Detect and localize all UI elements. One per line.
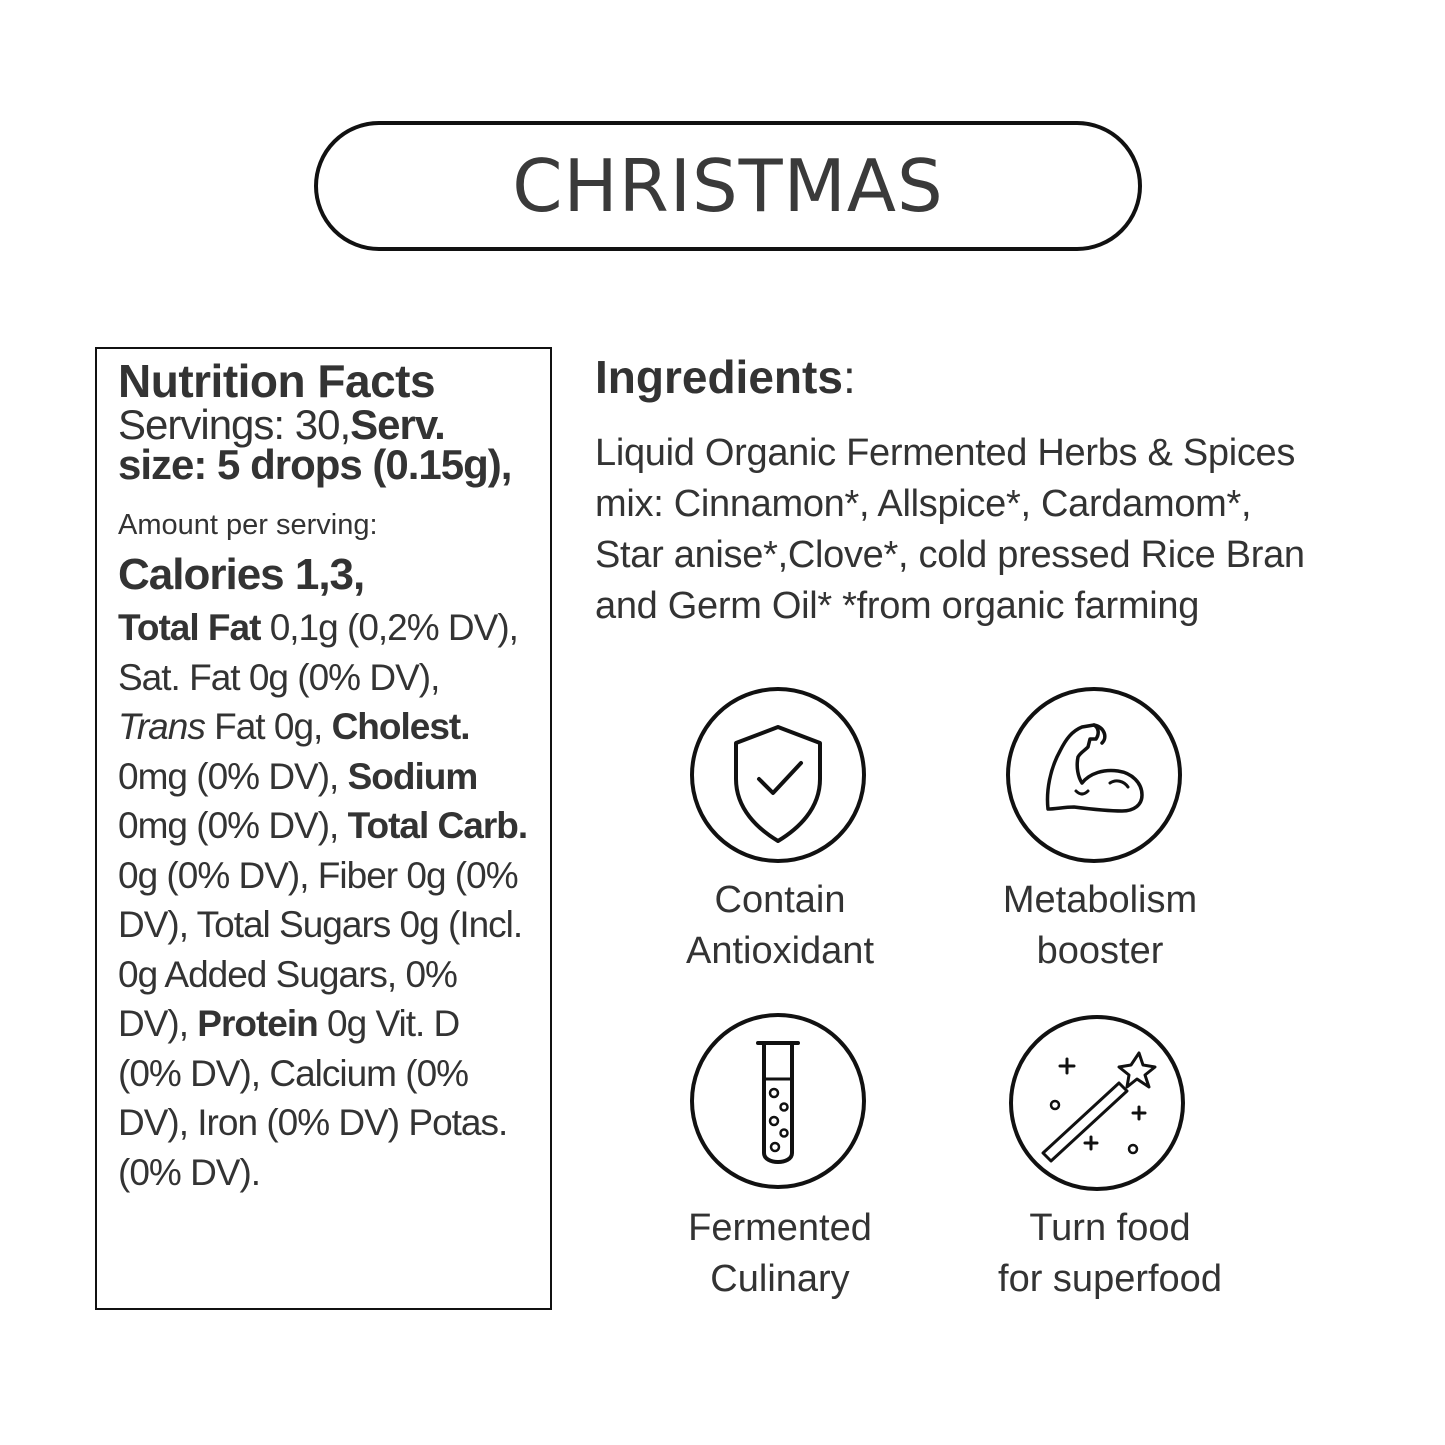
sodium-label: Sodium xyxy=(347,755,478,797)
carb-value: 0g (0% DV), Fiber 0g (0% DV), Total Sugars 0g (Incl. 0g Added Sugars, 0% DV), xyxy=(118,854,523,1044)
magic-wand-icon xyxy=(1013,1019,1181,1187)
total-fat-value: 0,1g (0,2% DV), Sat. Fat 0g (0% DV), xyxy=(118,607,518,698)
trans-label: Trans xyxy=(118,706,205,747)
feature-line: booster xyxy=(1036,930,1164,972)
servings-info xyxy=(118,401,530,488)
serving-size-text: Serv. size: 5 drops (0.15g), xyxy=(118,401,512,488)
feature-superfood-badge xyxy=(1009,1015,1185,1191)
feature-fermented-badge xyxy=(690,1013,866,1189)
flexed-arm-icon xyxy=(1010,691,1178,859)
servings-text: Servings: 30, xyxy=(118,401,351,448)
page-title: CHRISTMAS xyxy=(512,144,944,228)
nutrition-facts-panel xyxy=(95,347,552,1310)
amount-per-serving: Amount per serving: xyxy=(118,509,378,541)
feature-metabolism-badge xyxy=(1006,687,1182,863)
nutrition-heading: Nutrition Facts xyxy=(118,355,436,407)
feature-antioxidant-label xyxy=(650,875,910,977)
carb-label: Total Carb. xyxy=(347,805,528,846)
trans-value: Fat 0g, xyxy=(204,706,332,747)
feature-antioxidant-badge xyxy=(690,687,866,863)
protein-label: Protein xyxy=(197,1003,318,1044)
feature-line: for superfood xyxy=(998,1258,1222,1300)
ingredients-heading xyxy=(595,350,856,404)
feature-metabolism-label xyxy=(970,875,1230,977)
feature-line: Contain xyxy=(714,879,846,921)
feature-line: Culinary xyxy=(710,1258,850,1300)
nutrient-list xyxy=(118,603,530,1197)
feature-line: Antioxidant xyxy=(685,930,874,972)
feature-line: Turn food xyxy=(1029,1207,1191,1249)
title-pill xyxy=(314,121,1142,251)
shield-check-icon xyxy=(694,691,862,859)
feature-superfood-label xyxy=(980,1203,1240,1305)
ingredients-text: Liquid Organic Fermented Herbs & Spices mix: Cinnamon*, Allspice*, Cardamom*, Star anise*,Clove*, cold pressed Rice Bran and Germ Oil* *from organic farming xyxy=(595,432,1305,627)
total-fat-label: Total Fat xyxy=(118,607,261,648)
sodium-value: 0mg (0% DV), xyxy=(118,805,348,846)
feature-line: Fermented xyxy=(688,1207,872,1249)
protein-value: 0g Vit. D (0% DV), Calcium (0% DV), Iron (0% DV) Potas. (0% DV). xyxy=(118,1003,508,1193)
ingredients-title: Ingredients xyxy=(595,351,843,403)
cholest-value: 0mg (0% DV), xyxy=(118,755,348,797)
feature-line: Metabolism xyxy=(1002,879,1198,921)
calories: Calories 1,3, xyxy=(118,550,365,599)
test-tube-icon xyxy=(694,1017,862,1185)
ingredients-colon: : xyxy=(842,351,856,403)
feature-fermented-label xyxy=(650,1203,910,1305)
cholest-label: Cholest. xyxy=(331,706,470,747)
